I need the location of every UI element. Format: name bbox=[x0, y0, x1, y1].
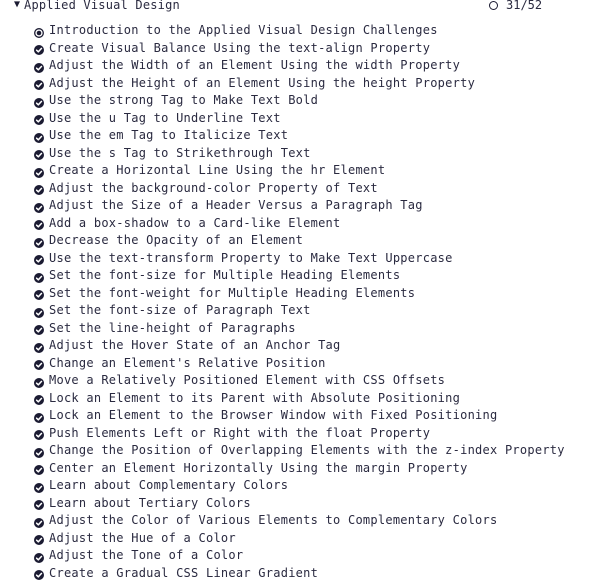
check-circle-icon bbox=[34, 411, 44, 421]
check-circle-icon bbox=[34, 446, 44, 456]
current-challenge-icon bbox=[34, 26, 44, 36]
check-circle-icon bbox=[34, 533, 44, 543]
section-header[interactable] bbox=[0, 0, 600, 12]
challenge-item[interactable] bbox=[34, 372, 565, 390]
triangle-down-icon: ▼ bbox=[14, 0, 21, 10]
challenge-label: Lock an Element to its Parent with Absolute Positioning bbox=[49, 390, 461, 405]
check-circle-icon bbox=[34, 148, 44, 158]
challenge-item[interactable] bbox=[34, 302, 565, 320]
check-circle-icon bbox=[34, 78, 44, 88]
challenge-item[interactable] bbox=[34, 215, 565, 233]
challenge-item[interactable] bbox=[34, 197, 565, 215]
check-circle-icon bbox=[34, 498, 44, 508]
check-circle-icon bbox=[34, 271, 44, 281]
challenge-label: Adjust the Hue of a Color bbox=[49, 530, 236, 545]
challenge-label: Adjust the Color of Various Elements to Complementary Colors bbox=[49, 513, 498, 527]
check-circle-icon bbox=[34, 568, 44, 578]
challenge-label: Learn about Complementary Colors bbox=[49, 478, 289, 492]
check-circle-icon bbox=[34, 166, 44, 176]
check-circle-icon bbox=[34, 516, 44, 526]
check-circle-icon bbox=[34, 551, 44, 561]
check-circle-icon bbox=[34, 393, 44, 403]
section-toggle[interactable] bbox=[14, 0, 180, 13]
challenge-label: Use the u Tag to Underline Text bbox=[49, 110, 281, 125]
challenge-label: Add a box-shadow to a Card-like Element bbox=[49, 215, 341, 230]
check-circle-icon bbox=[34, 61, 44, 71]
check-circle-icon bbox=[34, 428, 44, 438]
circle-outline-icon bbox=[489, 1, 498, 10]
section-title: Applied Visual Design bbox=[24, 0, 180, 12]
challenge-label: Set the font-size for Multiple Heading Elements bbox=[49, 268, 401, 282]
check-circle-icon bbox=[34, 306, 44, 316]
challenge-item[interactable] bbox=[34, 285, 565, 303]
challenge-label: Push Elements Left or Right with the float Property bbox=[49, 425, 431, 440]
challenge-item[interactable] bbox=[34, 460, 565, 478]
section-progress bbox=[489, 0, 542, 13]
challenge-item[interactable] bbox=[34, 92, 565, 110]
challenge-item[interactable] bbox=[34, 407, 565, 425]
check-circle-icon bbox=[34, 463, 44, 473]
check-circle-icon bbox=[34, 218, 44, 228]
challenge-label: Use the strong Tag to Make Text Bold bbox=[49, 93, 319, 107]
challenge-label: Adjust the Hover State of an Anchor Tag bbox=[49, 338, 341, 352]
challenge-item[interactable] bbox=[34, 565, 565, 583]
challenge-item[interactable] bbox=[34, 320, 565, 338]
challenge-item[interactable] bbox=[34, 477, 565, 495]
challenge-item[interactable] bbox=[34, 530, 565, 548]
challenge-label: Use the s Tag to Strikethrough Text bbox=[49, 145, 311, 160]
challenge-item[interactable] bbox=[34, 355, 565, 373]
challenge-item[interactable] bbox=[34, 110, 565, 128]
challenge-label: Learn about Tertiary Colors bbox=[49, 495, 251, 510]
challenge-label: Move a Relatively Positioned Element with CSS Offsets bbox=[49, 373, 446, 387]
check-circle-icon bbox=[34, 288, 44, 298]
challenge-label: Center an Element Horizontally Using the margin Property bbox=[49, 460, 468, 475]
challenge-item[interactable] bbox=[34, 127, 565, 145]
challenge-label: Create Visual Balance Using the text-align Property bbox=[49, 40, 431, 55]
challenge-label: Create a Horizontal Line Using the hr Element bbox=[49, 163, 386, 177]
challenge-item[interactable] bbox=[34, 442, 565, 460]
challenge-label: Lock an Element to the Browser Window with Fixed Positioning bbox=[49, 408, 498, 422]
challenge-item[interactable] bbox=[34, 512, 565, 530]
challenge-item[interactable] bbox=[34, 390, 565, 408]
challenge-label: Use the em Tag to Italicize Text bbox=[49, 128, 289, 142]
check-circle-icon bbox=[34, 376, 44, 386]
challenge-label: Set the line-height of Paragraphs bbox=[49, 320, 296, 335]
check-circle-icon bbox=[34, 323, 44, 333]
challenge-label: Use the text-transform Property to Make Text Uppercase bbox=[49, 250, 453, 265]
challenge-label: Adjust the Width of an Element Using the width Property bbox=[49, 58, 461, 72]
challenge-item[interactable] bbox=[34, 425, 565, 443]
check-circle-icon bbox=[34, 341, 44, 351]
challenge-list bbox=[34, 22, 565, 582]
challenge-item[interactable] bbox=[34, 250, 565, 268]
check-circle-icon bbox=[34, 253, 44, 263]
challenge-label: Change an Element's Relative Position bbox=[49, 355, 326, 370]
challenge-item[interactable] bbox=[34, 267, 565, 285]
check-circle-icon bbox=[34, 481, 44, 491]
check-circle-icon bbox=[34, 113, 44, 123]
check-circle-icon bbox=[34, 358, 44, 368]
challenge-item[interactable] bbox=[34, 232, 565, 250]
challenge-item[interactable] bbox=[34, 162, 565, 180]
challenge-label: Adjust the Size of a Header Versus a Paragraph Tag bbox=[49, 198, 423, 212]
challenge-label: Decrease the Opacity of an Element bbox=[49, 233, 304, 247]
challenge-item[interactable] bbox=[34, 495, 565, 513]
challenge-label: Set the font-weight for Multiple Heading Elements bbox=[49, 285, 416, 300]
challenge-label: Adjust the Tone of a Color bbox=[49, 548, 244, 562]
check-circle-icon bbox=[34, 236, 44, 246]
challenge-label: Adjust the background-color Property of Text bbox=[49, 180, 378, 195]
challenge-label: Change the Position of Overlapping Elements with the z-index Property bbox=[49, 443, 565, 457]
challenge-item[interactable] bbox=[34, 145, 565, 163]
challenge-label: Adjust the Height of an Element Using the height Property bbox=[49, 75, 476, 90]
check-circle-icon bbox=[34, 183, 44, 193]
challenge-item[interactable] bbox=[34, 75, 565, 93]
check-circle-icon bbox=[34, 43, 44, 53]
challenge-item[interactable] bbox=[34, 22, 565, 40]
progress-count: 31/52 bbox=[506, 0, 543, 12]
challenge-item[interactable] bbox=[34, 547, 565, 565]
check-circle-icon bbox=[34, 131, 44, 141]
challenge-item[interactable] bbox=[34, 180, 565, 198]
check-circle-icon bbox=[34, 201, 44, 211]
challenge-label: Introduction to the Applied Visual Design Challenges bbox=[49, 23, 438, 37]
challenge-label: Create a Gradual CSS Linear Gradient bbox=[49, 565, 319, 580]
check-circle-icon bbox=[34, 96, 44, 106]
challenge-label: Set the font-size of Paragraph Text bbox=[49, 303, 311, 317]
challenge-item[interactable] bbox=[34, 57, 565, 75]
challenge-item[interactable] bbox=[34, 337, 565, 355]
challenge-item[interactable] bbox=[34, 40, 565, 58]
